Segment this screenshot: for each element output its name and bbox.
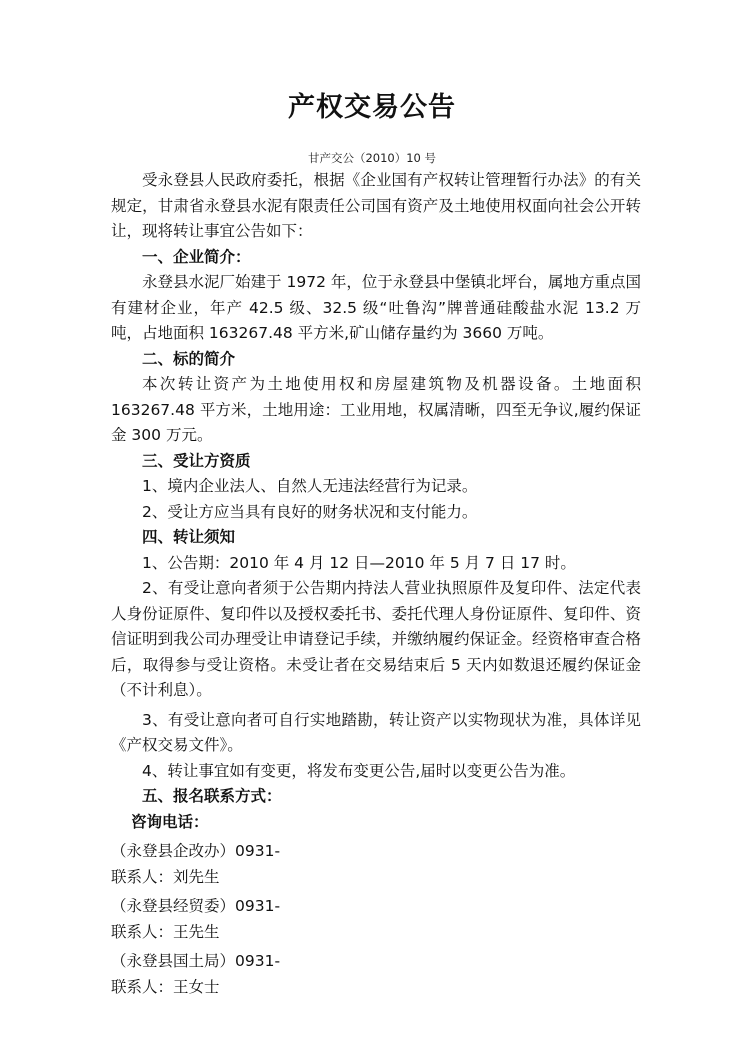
qualification-item-2: 2、受让方应当具有良好的财务状况和支付能力。 — [142, 502, 478, 521]
section-heading-contact: 五、报名联系方式： — [142, 787, 282, 805]
notice-item-4: 4、转让事宜如有变更，将发布变更公告,届时以变更公告为准。 — [142, 761, 576, 780]
notice-item-3: 3、有受让意向者可自行实地踏勘，转让资产以实物现状为准，具体详见《产权交易文件》。 — [111, 710, 641, 754]
contact-person: 联系人：刘先生 — [111, 867, 220, 886]
contact-office: （永登县企改办）0931- — [111, 842, 281, 860]
section-heading-qualification: 三、受让方资质 — [142, 451, 251, 470]
notice-item-1: 1、公告期：2010 年 4 月 12 日—2010 年 5 月 7 日 17 时。 — [142, 553, 576, 572]
section-heading-notice: 四、转让须知 — [142, 528, 236, 546]
company-paragraph: 永登县水泥厂始建于 1972 年，位于永登县中堡镇北坪台，属地方重点国有建材企业，年产 42.5 级、32.5 级“吐鲁沟”牌普通硅酸盐水泥 13.2 万吨，占地面积 163267.48 平方米,矿山储存量约为 3660 万吨。 — [111, 273, 641, 342]
phone-heading: 咨询电话： — [131, 812, 209, 831]
contact-office: （永登县国土局）0931- — [111, 952, 281, 970]
intro-paragraph: 受永登县人民政府委托，根据《企业国有产权转让管理暂行办法》的有关规定，甘肃省永登县水泥有限责任公司国有资产及土地使用权面向社会公开转让，现将转让事宜公告如下： — [111, 171, 641, 240]
section-heading-subject: 二、标的简介 — [142, 349, 236, 368]
contact-person: 联系人：王先生 — [111, 922, 220, 941]
document-number: 甘产交公（2010）10 号 — [307, 151, 437, 165]
page-title: 产权交易公告 — [288, 92, 456, 123]
notice-item-2: 2、有受让意向者须于公告期内持法人营业执照原件及复印件、法定代表人身份证原件、复印件以及授权委托书、委托代理人身份证原件、复印件、资信证明到我公司办理受让申请登记手续，并缴纳履约保证金。经资格审查合格后，取得参与受让资格。未受让者在交易结束后 5 天内如数退还履约保证金（不计利息）。 — [111, 579, 641, 699]
subject-paragraph: 本次转让资产为土地使用权和房屋建筑物及机器设备。土地面积 163267.48 平方米，土地用途：工业用地，权属清晰，四至无争议,履约保证金 300 万元。 — [111, 375, 641, 444]
contact-office: （永登县经贸委）0931- — [111, 897, 281, 915]
section-heading-company: 一、企业简介： — [142, 247, 251, 266]
contact-person: 联系人：王女士 — [111, 977, 220, 996]
document-body — [111, 168, 641, 1000]
qualification-item-1: 1、境内企业法人、自然人无违法经营行为记录。 — [142, 477, 478, 495]
